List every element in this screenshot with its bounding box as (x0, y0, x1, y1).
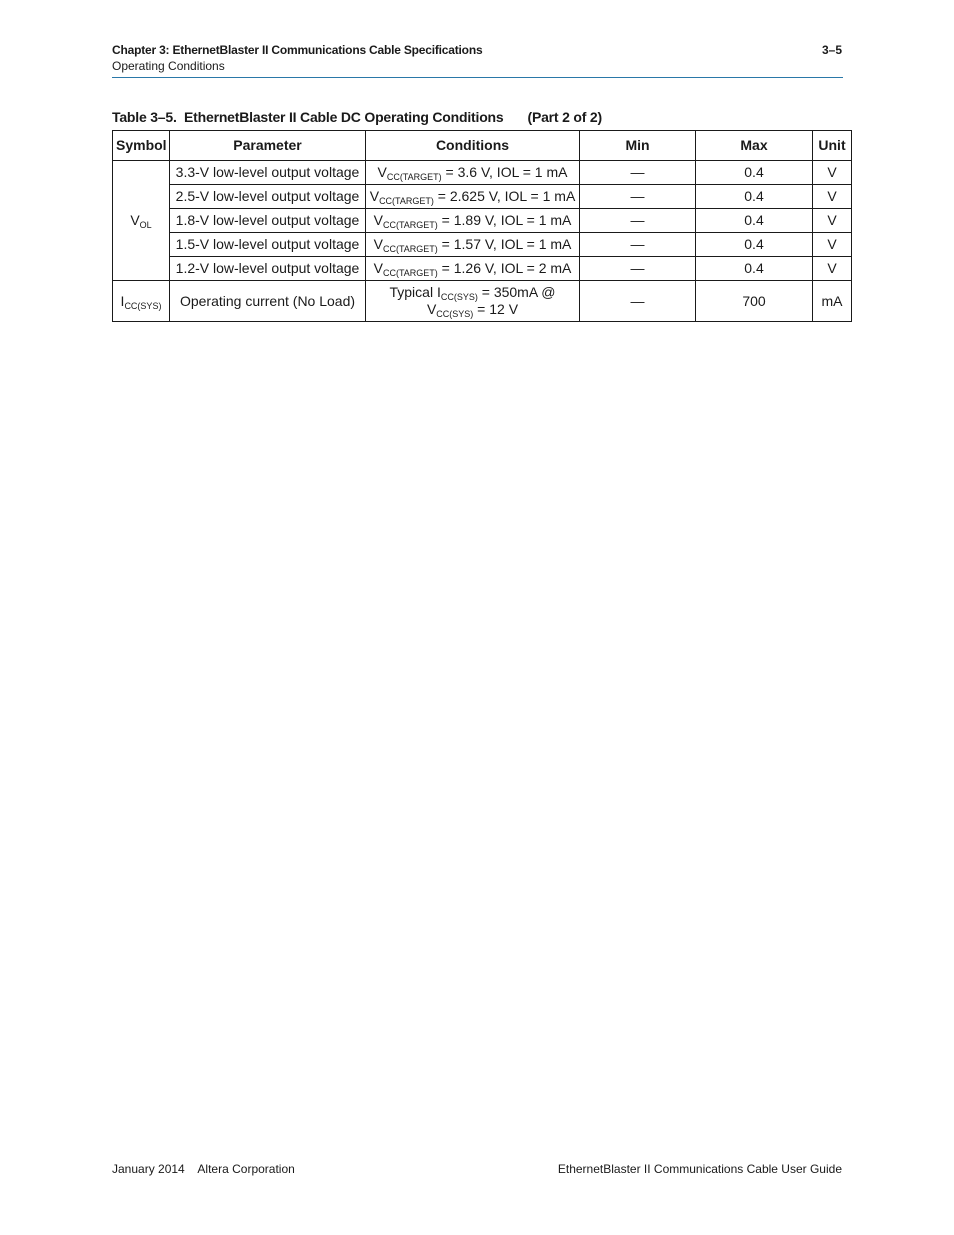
column-header-parameter: Parameter (170, 131, 366, 161)
column-header-max: Max (696, 131, 813, 161)
parameter-cell: 2.5-V low-level output voltage (170, 185, 366, 209)
column-header-conditions: Conditions (366, 131, 580, 161)
conditions-cell: $V_{CC(TARGET)} = 1.26$ V, IOL = 2 mA (366, 257, 580, 281)
header-page-number: 3–5 (821, 43, 842, 57)
table-row (113, 161, 852, 185)
unit-cell: V (813, 185, 852, 209)
table-row (113, 281, 852, 322)
header-divider (112, 77, 843, 78)
header-chapter-title: Chapter 3: EthernetBlaster II Communications Cable Specifications (112, 43, 483, 57)
min-cell: — (580, 281, 696, 322)
symbol-cell: $V_{OL}$ (113, 161, 170, 281)
conditions-cell: $V_{CC(TARGET)} = 2.625$ V, IOL = 1 mA (366, 185, 580, 209)
column-header-min: Min (580, 131, 696, 161)
min-cell: — (580, 161, 696, 185)
conditions-line-1: Typical $I_{CC(SYS)} = 350mA$ @ (389, 284, 556, 302)
parameter-cell: 1.5-V low-level output voltage (170, 233, 366, 257)
header-section-title: Operating Conditions (112, 59, 225, 73)
unit-cell: V (813, 257, 852, 281)
table-row (113, 209, 852, 233)
table-header-row (113, 131, 852, 161)
footer-company: Altera Corporation (197, 1162, 295, 1176)
parameter-cell: 1.8-V low-level output voltage (170, 209, 366, 233)
table-row (113, 185, 852, 209)
unit-cell: mA (813, 281, 852, 322)
max-cell: 0.4 (696, 209, 813, 233)
footer-date: January 2014 (112, 1162, 185, 1176)
max-cell: 0.4 (696, 185, 813, 209)
min-cell: — (580, 257, 696, 281)
dc-operating-conditions-table (112, 130, 852, 322)
max-cell: 700 (696, 281, 813, 322)
conditions-cell: $V_{CC(TARGET)} = 3.6$ V, IOL = 1 mA (366, 161, 580, 185)
max-cell: 0.4 (696, 257, 813, 281)
footer-left (112, 1162, 295, 1176)
symbol-cell: $I_{CC(SYS)}$ (113, 281, 170, 322)
max-cell: 0.4 (696, 233, 813, 257)
parameter-cell: 1.2-V low-level output voltage (170, 257, 366, 281)
unit-cell: V (813, 209, 852, 233)
column-header-symbol: Symbol (113, 131, 170, 161)
footer-doc-title: EthernetBlaster II Communications Cable User Guide (557, 1162, 842, 1176)
table-row (113, 233, 852, 257)
unit-cell: V (813, 233, 852, 257)
column-header-unit: Unit (813, 131, 852, 161)
table-row (113, 257, 852, 281)
min-cell: — (580, 233, 696, 257)
unit-cell: V (813, 161, 852, 185)
table-caption (112, 109, 602, 125)
parameter-cell: Operating current (No Load) (170, 281, 366, 322)
conditions-line-2: $V_{CC(SYS)} = 12$ V (426, 301, 519, 319)
conditions-cell: $V_{CC(TARGET)} = 1.89$ V, IOL = 1 mA (366, 209, 580, 233)
conditions-cell: $V_{CC(TARGET)} = 1.57$ V, IOL = 1 mA (366, 233, 580, 257)
table-caption-part: (Part 2 of 2) (527, 109, 602, 125)
max-cell: 0.4 (696, 161, 813, 185)
min-cell: — (580, 185, 696, 209)
min-cell: — (580, 209, 696, 233)
conditions-cell (366, 281, 580, 322)
parameter-cell: 3.3-V low-level output voltage (170, 161, 366, 185)
table-caption-title: Table 3–5. EthernetBlaster II Cable DC Operating Conditions (112, 109, 504, 125)
